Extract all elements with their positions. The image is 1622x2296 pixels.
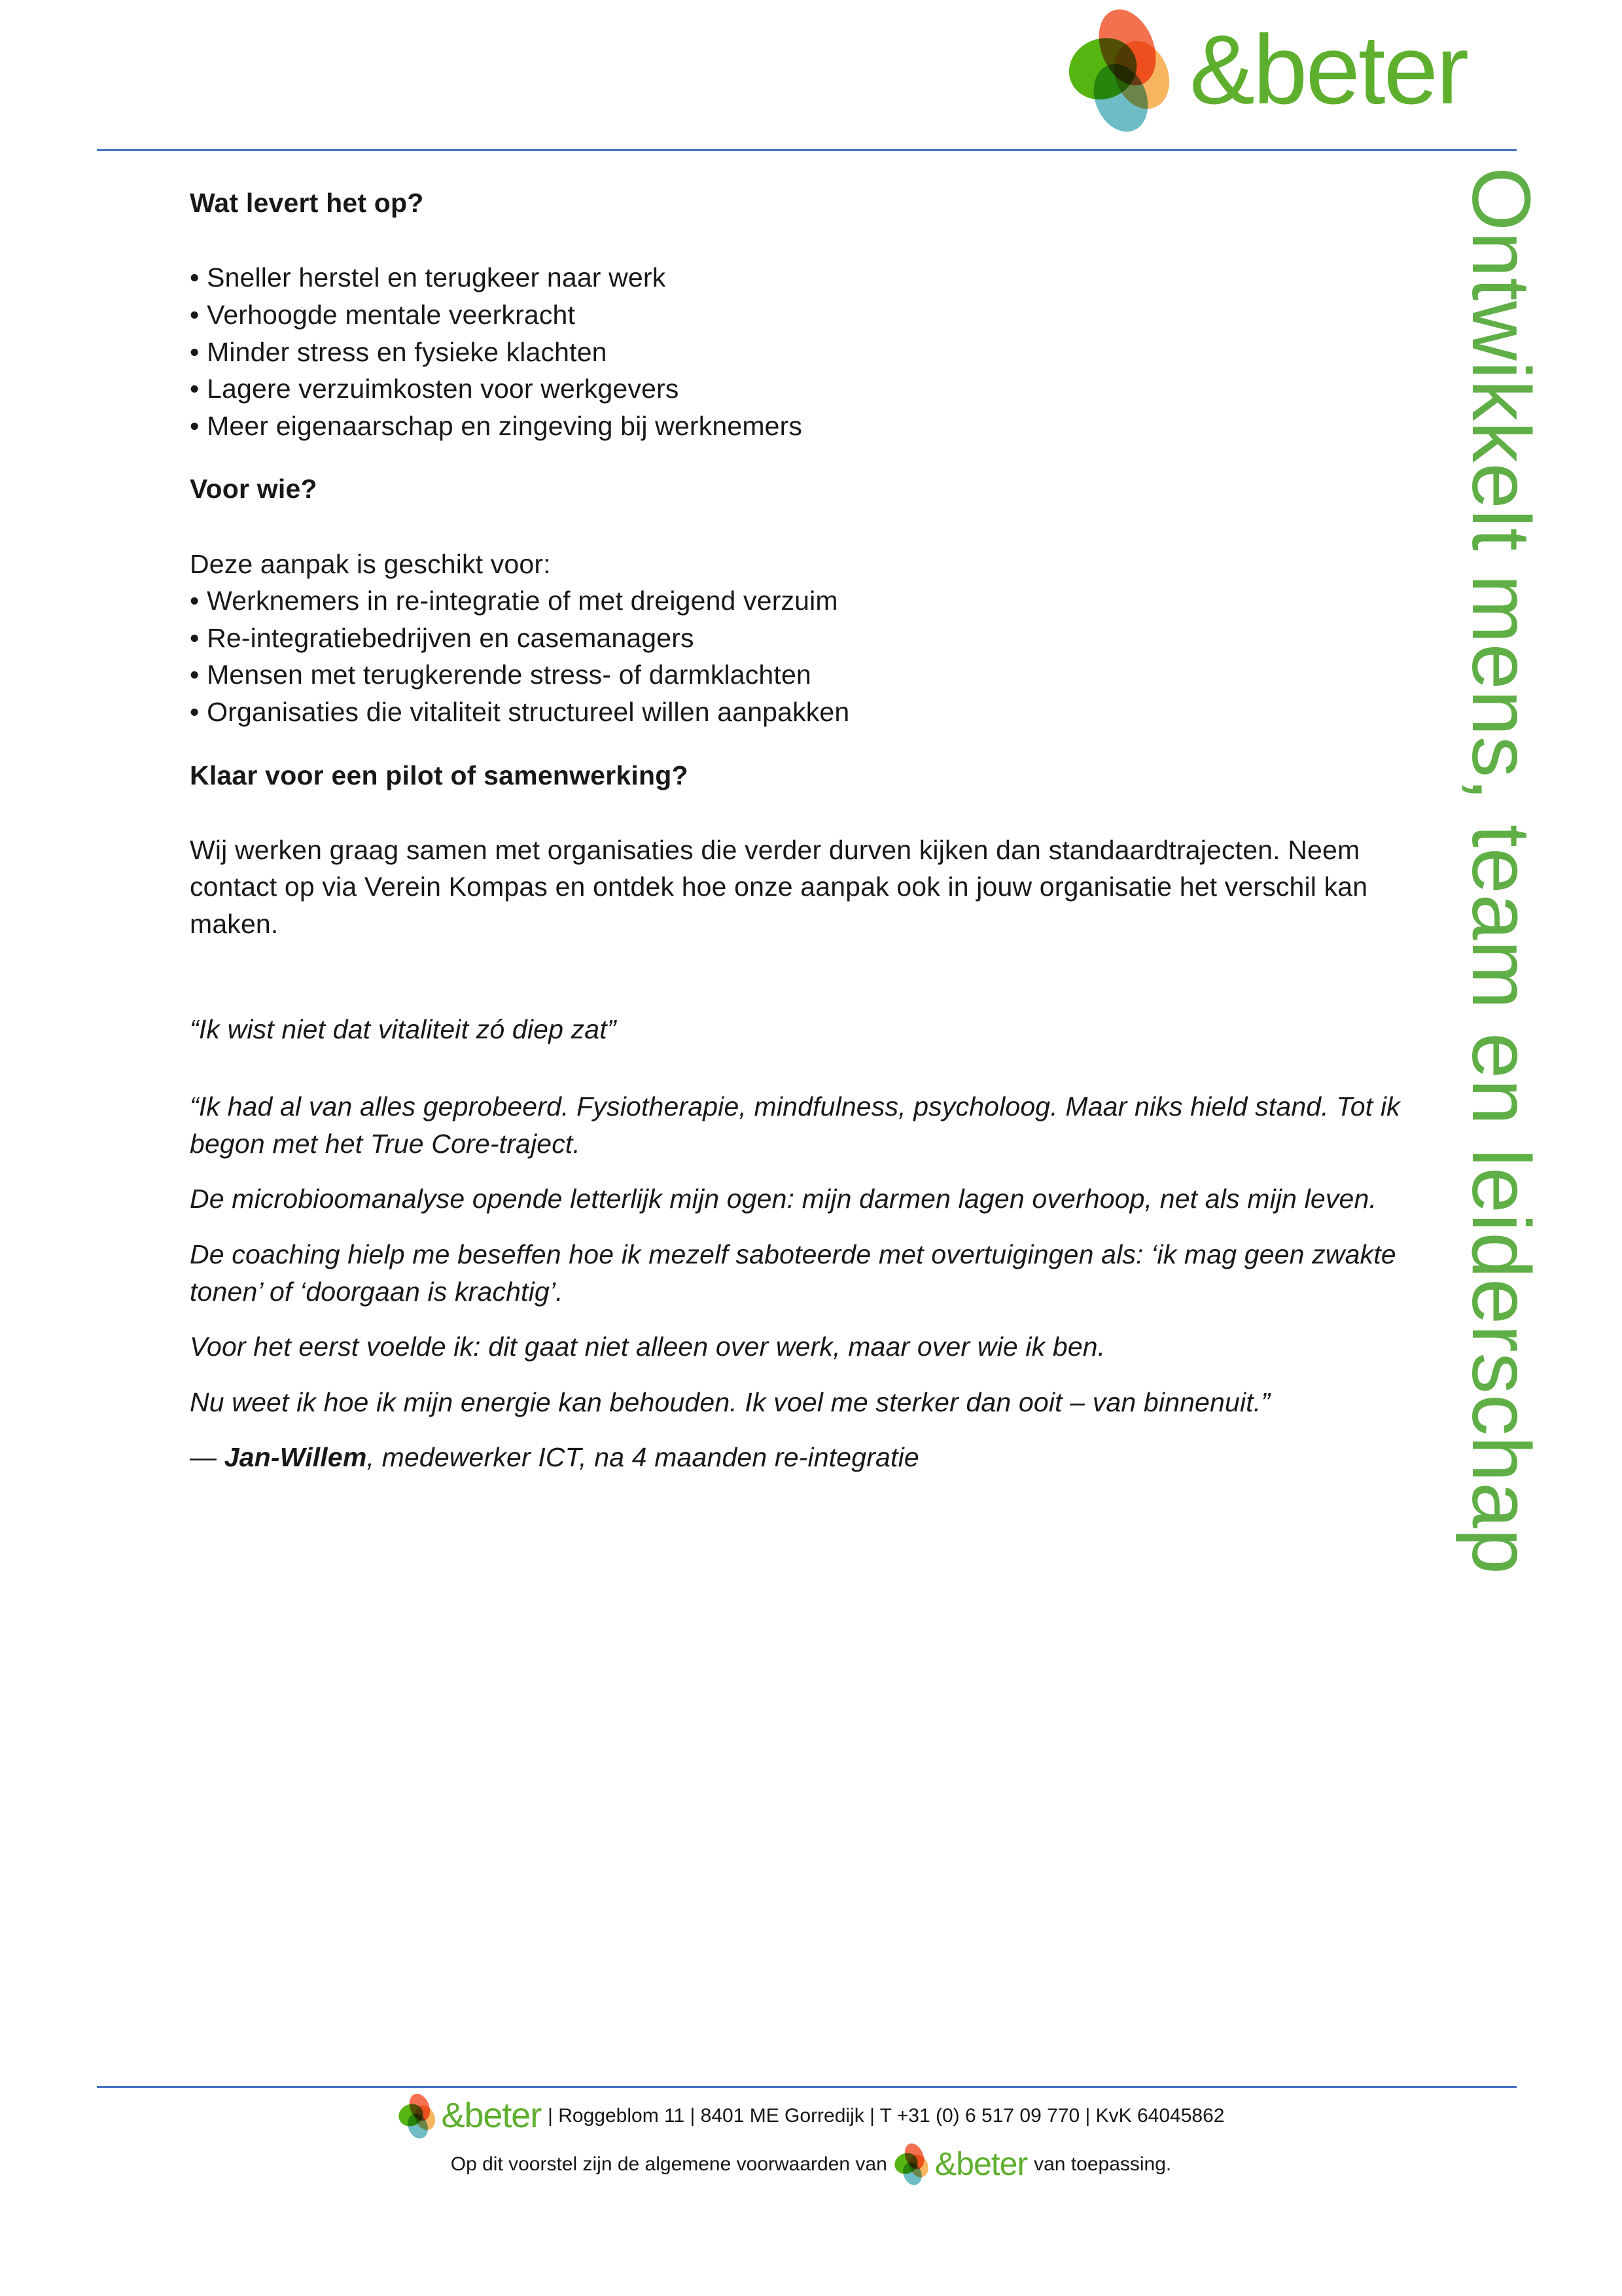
audience-item: • Mensen met terugkerende stress- of darmklachten — [190, 660, 811, 690]
testimonial-paragraph: Voor het eerst voelde ik: dit gaat niet alleen over werk, maar over wie ik ben. — [190, 1332, 1106, 1362]
pilot-heading: Klaar voor een pilot of samenwerking? — [190, 760, 688, 790]
spacer — [190, 505, 1426, 546]
vertical-tagline: Ontwikkelt mens, team en leiderschap — [1455, 167, 1547, 1575]
brand-flower-icon — [1067, 5, 1178, 133]
spacer — [190, 1310, 1426, 1328]
spacer — [190, 219, 1426, 259]
benefits-item: • Minder stress en fysieke klachten — [190, 336, 607, 367]
testimonial-paragraph: “Ik had al van alles geprobeerd. Fysiotherapie, mindfulness, psycholoog. Maar niks hield stand. Tot ik begon met het True Core-traject. — [190, 1091, 1400, 1159]
benefits-item: • Lagere verzuimkosten voor werkgevers — [190, 374, 679, 404]
header-brand-logo — [1067, 5, 1467, 133]
footer-contact-line — [0, 2093, 1622, 2138]
footer-terms-suffix: van toepassing. — [1034, 2153, 1172, 2175]
pilot-paragraph: Wij werken graag samen met organisaties die verder durven kijken dan standaardtrajecten. Neem contact op via Verein Kompas en ontdek hoe onze aanpak ook in jouw organisatie het verschil kan maken. — [190, 834, 1368, 940]
attribution-role: , medewerker ICT, na 4 maanden re-integratie — [366, 1442, 919, 1473]
audience-heading: Voor wie? — [190, 474, 317, 504]
audience-item: • Werknemers in re-integratie of met dreigend verzuim — [190, 586, 838, 616]
testimonial-paragraph: Nu weet ik hoe ik mijn energie kan behouden. Ik voel me sterker dan ooit – van binnenuit.” — [190, 1386, 1271, 1417]
spacer — [190, 1162, 1426, 1180]
spacer — [190, 791, 1426, 832]
audience-item: • Organisaties die vitaliteit structureel willen aanpakken — [190, 696, 850, 727]
brand-flower-icon — [894, 2142, 932, 2185]
benefits-item: • Meer eigenaarschap en zingeving bij werknemers — [190, 410, 803, 441]
spacer — [190, 444, 1426, 473]
footer-terms-line — [0, 2142, 1622, 2185]
footer-terms-prefix: Op dit voorstel zijn de algemene voorwaarden van — [450, 2153, 887, 2175]
footer-brand-logo-inline — [894, 2142, 1027, 2185]
footer-brand-logo — [398, 2093, 542, 2138]
testimonial-title: “Ik wist niet dat vitaliteit zó diep zat” — [190, 1014, 616, 1044]
benefits-heading: Wat levert het op? — [190, 188, 424, 218]
spacer — [190, 1218, 1426, 1236]
footer-contact-text: | Roggeblom 11 | 8401 ME Gorredijk | T +31 (0) 6 517 09 770 | KvK 64045862 — [548, 2104, 1225, 2127]
footer-divider — [97, 2086, 1517, 2088]
spacer — [190, 1366, 1426, 1384]
benefits-item: • Sneller herstel en terugkeer naar werk — [190, 262, 666, 293]
audience-intro: Deze aanpak is geschikt voor: — [190, 548, 551, 579]
spacer — [190, 731, 1426, 760]
spacer — [190, 1421, 1426, 1439]
testimonial-attribution — [190, 1439, 1426, 1476]
page-footer — [0, 2093, 1622, 2185]
testimonial-paragraph: De microbioomanalyse opende letterlijk mijn ogen: mijn darmen lagen overhoop, net als mijn leven. — [190, 1184, 1377, 1214]
brand-flower-icon — [398, 2093, 438, 2138]
brand-wordmark: &beter — [934, 2146, 1028, 2182]
testimonial-paragraph: De coaching hielp me beseffen hoe ik mezelf saboteerde met overtuigingen als: ‘ik mag geen zwakte tonen’ of ‘doorgaan is krachtig’. — [190, 1239, 1396, 1307]
header-divider — [97, 149, 1517, 151]
benefits-item: • Verhoogde mentale veerkracht — [190, 299, 576, 330]
brand-wordmark: &beter — [441, 2096, 542, 2135]
document-body — [190, 187, 1426, 1476]
attribution-name: Jan-Willem — [224, 1442, 367, 1473]
brand-wordmark: &beter — [1190, 14, 1467, 124]
spacer — [190, 1048, 1426, 1088]
attribution-dash: — — [190, 1442, 224, 1473]
audience-item: • Re-integratiebedrijven en casemanagers — [190, 622, 694, 653]
spacer — [190, 943, 1426, 1011]
